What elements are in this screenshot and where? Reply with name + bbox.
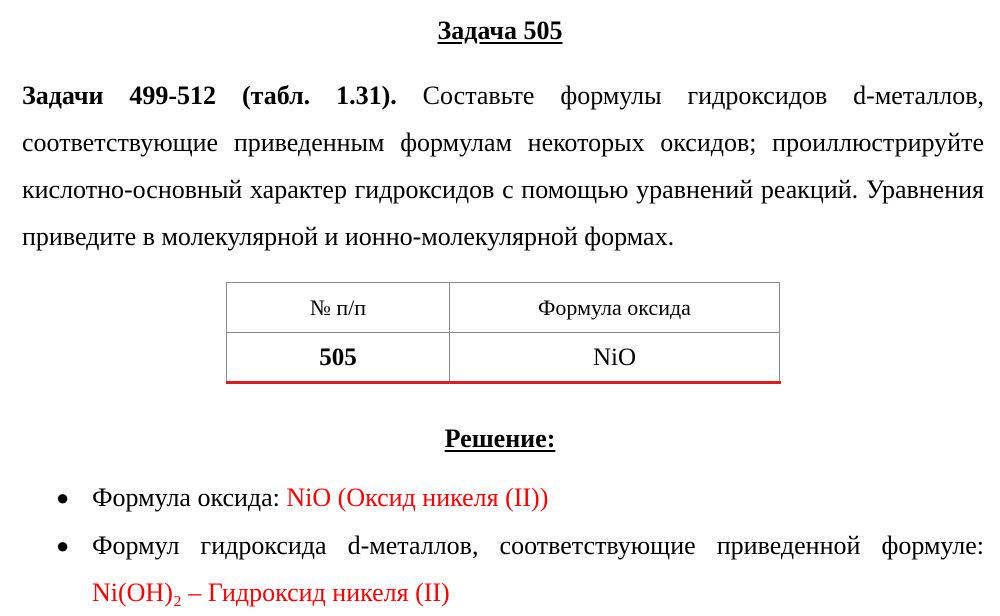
cell-oxide-formula: NiO: [450, 333, 780, 383]
list-item-text: [92, 474, 984, 521]
task-title: Задача 505: [437, 16, 563, 45]
header-oxide-formula: Формула оксида: [450, 283, 780, 333]
solution-heading: Решение:: [444, 424, 556, 453]
oxide-table: [226, 282, 780, 383]
list-item: [54, 522, 984, 607]
bullet-icon: ●: [56, 485, 70, 510]
cell-number: 505: [227, 333, 450, 383]
table-row: [227, 333, 780, 383]
task-range-label: Задачи 499-512 (табл. 1.31).: [22, 81, 397, 110]
bullet-label: Формул гидроксида d-металлов, соответствующие приведенной формуле:: [92, 531, 984, 560]
bullet-value: Ni(OH)₂ – Гидроксид никеля (II): [92, 578, 450, 607]
header-number: № п/п: [227, 283, 450, 333]
list-item: [54, 474, 984, 521]
task-text: Составьте формулы гидроксидов d-металлов, соответствующие приведенным формулам некоторых оксидов; проиллюстрируйте кислотно-основный характер гидроксидов с помощью уравнений реакций. Уравнения приведите в молекулярной и ионно-молекулярной формах.: [22, 81, 985, 251]
bullet-value: NiO (Оксид никеля (II)): [286, 483, 549, 512]
table-header-row: [227, 283, 780, 333]
task-description: [22, 72, 984, 260]
bullet-icon: ●: [56, 533, 70, 558]
bullet-label: Формула оксида:: [92, 483, 287, 512]
table-red-underline: [226, 381, 781, 384]
